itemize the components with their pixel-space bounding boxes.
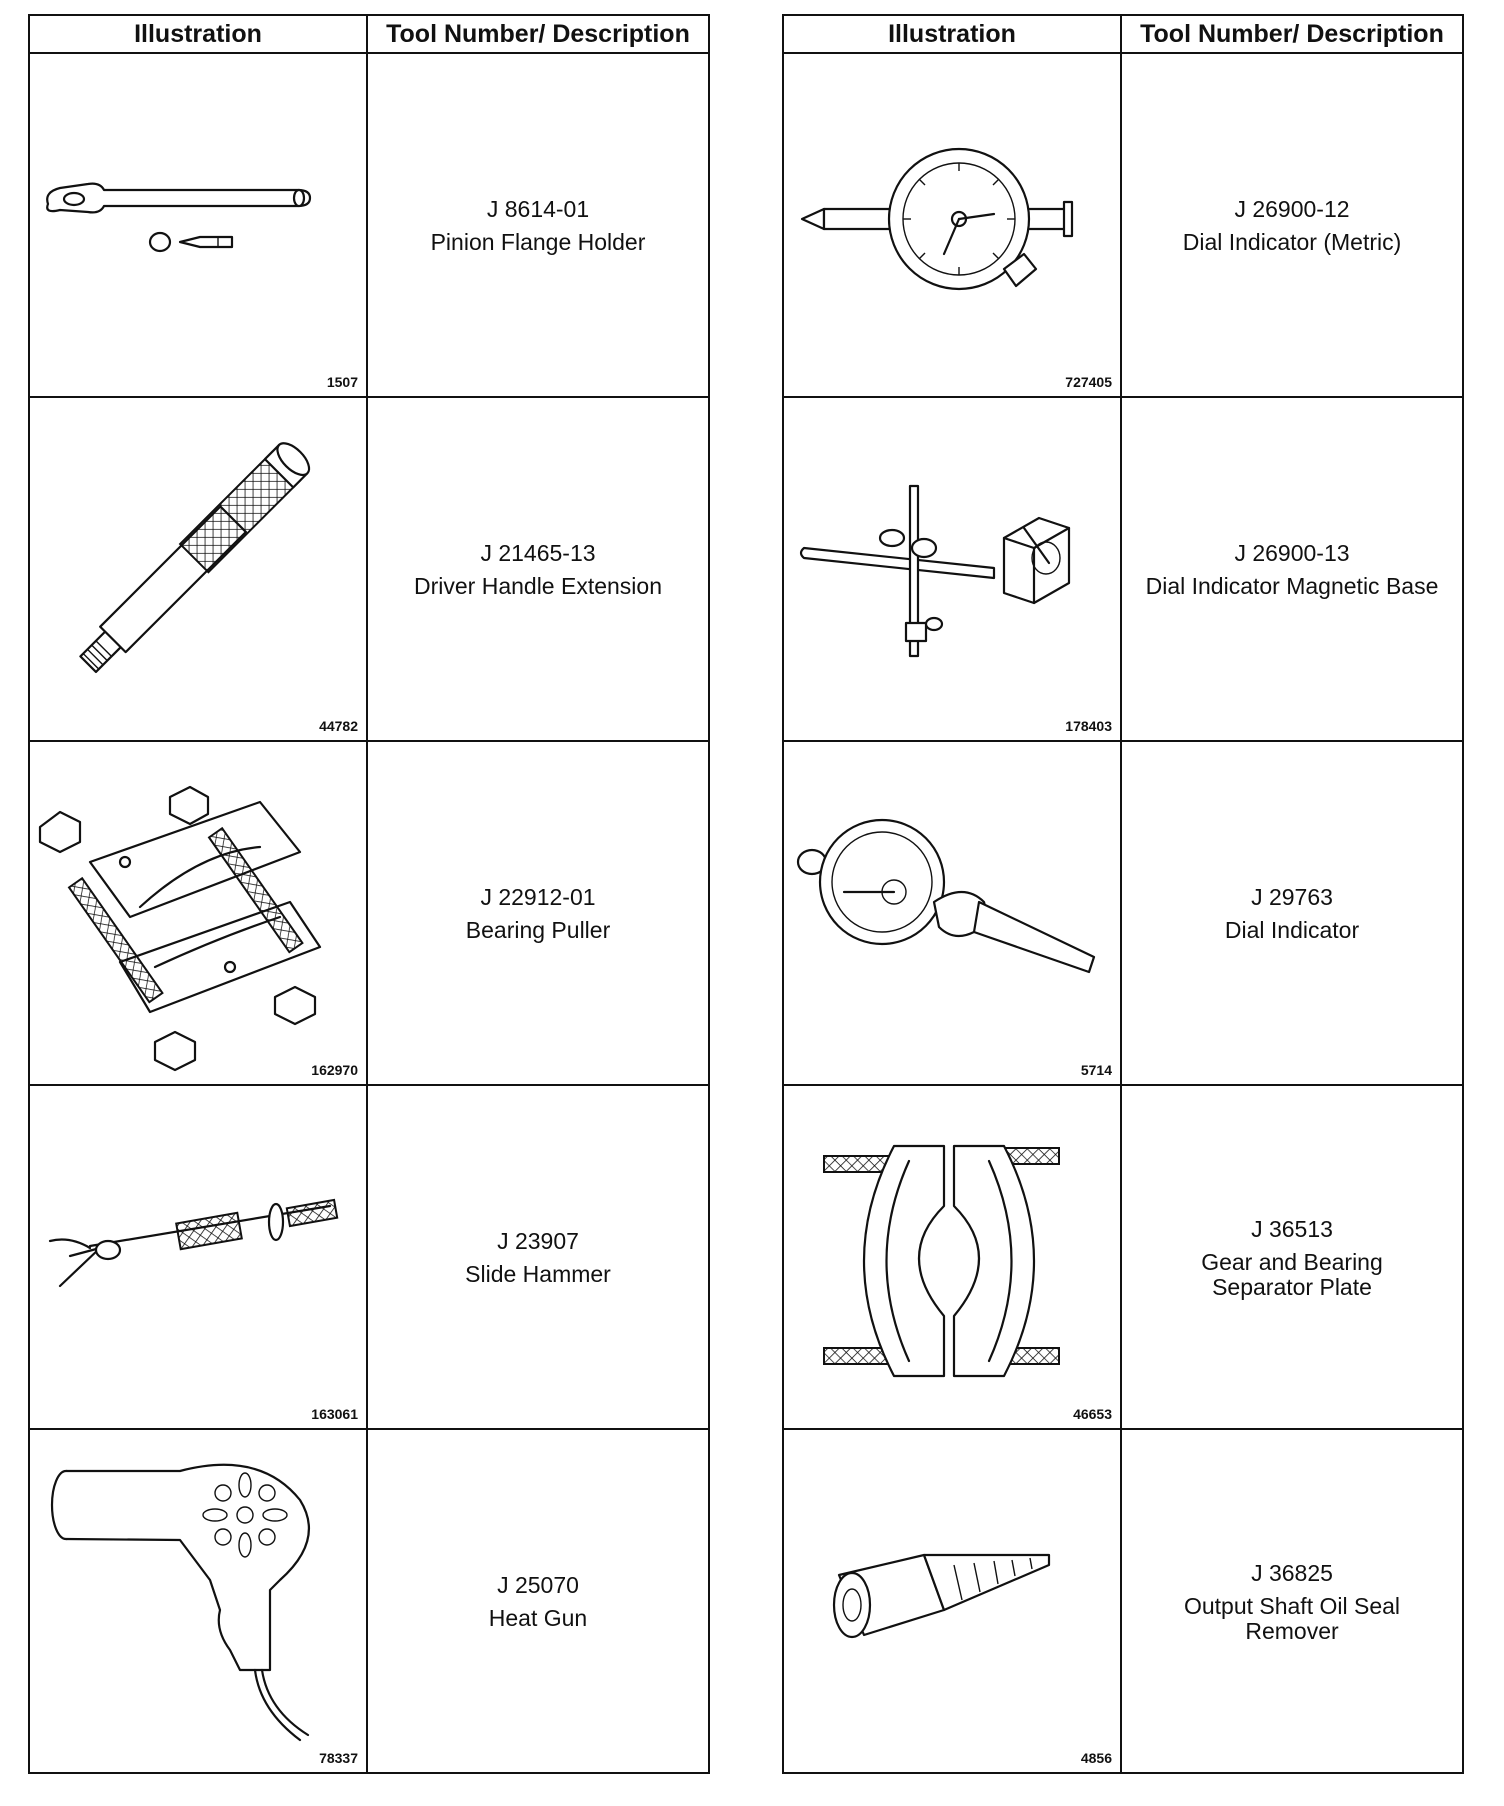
description-cell bbox=[367, 397, 709, 741]
oil-seal-remover-icon bbox=[784, 1430, 1122, 1772]
tool-name: Dial Indicator Magnetic Base bbox=[1145, 573, 1439, 599]
slide-hammer-icon bbox=[30, 1086, 368, 1428]
figure-number: 163061 bbox=[311, 1406, 358, 1422]
illustration-cell bbox=[29, 53, 367, 397]
tool-name: Gear and Bearing Separator Plate bbox=[1201, 1248, 1383, 1300]
description-cell bbox=[1121, 1085, 1463, 1429]
figure-number: 78337 bbox=[319, 1750, 358, 1766]
table-row bbox=[29, 741, 709, 1085]
illustration-cell bbox=[783, 1429, 1121, 1773]
tool-number: J 36513 bbox=[1251, 1215, 1333, 1242]
tool-table-left bbox=[28, 14, 710, 1774]
illustration-cell bbox=[29, 397, 367, 741]
illustration-cell bbox=[783, 741, 1121, 1085]
tool-name: Heat Gun bbox=[488, 1605, 588, 1631]
table-row bbox=[29, 397, 709, 741]
tool-number: J 22912-01 bbox=[480, 884, 596, 910]
figure-number: 4856 bbox=[1080, 1750, 1112, 1766]
description-cell bbox=[367, 1429, 709, 1773]
tool-number: J 26900-12 bbox=[1234, 196, 1350, 222]
figure-number: 44782 bbox=[319, 718, 358, 734]
figure-number: 162970 bbox=[311, 1062, 358, 1078]
illustration-cell bbox=[783, 397, 1121, 741]
tool-table-right bbox=[782, 14, 1464, 1774]
tool-description-header: Tool Number/ Description bbox=[1121, 15, 1463, 53]
description-cell bbox=[367, 1085, 709, 1429]
figure-number: 46653 bbox=[1073, 1406, 1112, 1422]
tool-name: Slide Hammer bbox=[465, 1261, 611, 1287]
pinion-flange-holder-icon bbox=[30, 54, 368, 396]
tool-number: J 36825 bbox=[1251, 1559, 1333, 1586]
description-cell bbox=[1121, 741, 1463, 1085]
tool-number: J 29763 bbox=[1251, 884, 1333, 910]
tool-description-header: Tool Number/ Description bbox=[367, 15, 709, 53]
illustration-cell bbox=[783, 53, 1121, 397]
bearing-puller-icon bbox=[30, 742, 368, 1084]
description-cell bbox=[1121, 397, 1463, 741]
dial-indicator-metric-icon bbox=[784, 54, 1122, 396]
table-row bbox=[29, 53, 709, 397]
figure-number: 178403 bbox=[1065, 718, 1112, 734]
heat-gun-icon bbox=[30, 1430, 368, 1772]
driver-handle-extension-icon bbox=[30, 398, 368, 740]
table-row bbox=[783, 1085, 1463, 1429]
illustration-header: Illustration bbox=[783, 15, 1121, 53]
description-cell bbox=[1121, 1429, 1463, 1773]
illustration-header: Illustration bbox=[29, 15, 367, 53]
tool-name: Dial Indicator bbox=[1224, 917, 1360, 943]
tool-name: Dial Indicator (Metric) bbox=[1182, 229, 1402, 255]
tool-number: J 25070 bbox=[497, 1572, 579, 1598]
table-row bbox=[783, 741, 1463, 1085]
tool-number: J 23907 bbox=[497, 1228, 579, 1254]
description-cell bbox=[367, 53, 709, 397]
table-row bbox=[783, 53, 1463, 397]
figure-number: 5714 bbox=[1080, 1062, 1112, 1078]
separator-plate-icon bbox=[784, 1086, 1122, 1428]
table-row bbox=[783, 397, 1463, 741]
illustration-cell bbox=[29, 741, 367, 1085]
tool-number: J 8614-01 bbox=[486, 196, 590, 222]
tool-number: J 21465-13 bbox=[480, 540, 596, 566]
tool-name: Pinion Flange Holder bbox=[430, 229, 646, 255]
tool-name: Output Shaft Oil Seal Remover bbox=[1183, 1592, 1401, 1644]
table-row bbox=[783, 1429, 1463, 1773]
figure-number: 727405 bbox=[1065, 374, 1112, 390]
illustration-cell bbox=[783, 1085, 1121, 1429]
dial-indicator-icon bbox=[784, 742, 1122, 1084]
illustration-cell bbox=[29, 1085, 367, 1429]
tool-name: Bearing Puller bbox=[465, 917, 611, 943]
illustration-cell bbox=[29, 1429, 367, 1773]
table-row bbox=[29, 1429, 709, 1773]
description-cell bbox=[367, 741, 709, 1085]
figure-number: 1507 bbox=[326, 374, 358, 390]
description-cell bbox=[1121, 53, 1463, 397]
table-row bbox=[29, 1085, 709, 1429]
tool-name: Driver Handle Extension bbox=[413, 573, 662, 599]
tool-number: J 26900-13 bbox=[1234, 540, 1350, 566]
magnetic-base-icon bbox=[784, 398, 1122, 740]
